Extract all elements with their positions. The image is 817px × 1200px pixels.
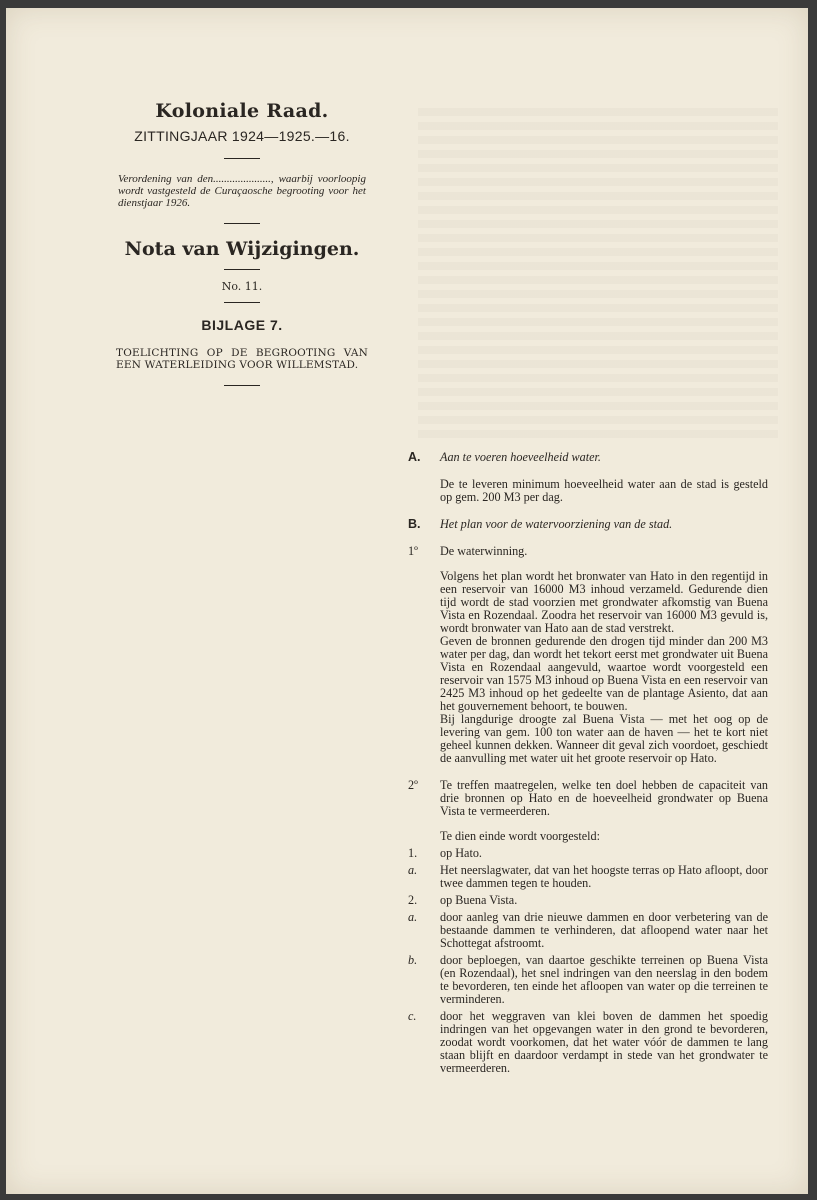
list-item xyxy=(408,847,768,860)
list-marker: 2. xyxy=(408,893,418,907)
list-text: op Hato. xyxy=(440,846,482,860)
item-label: 2º xyxy=(408,778,418,792)
list-text: op Buena Vista. xyxy=(440,893,518,907)
bleed-through-text xyxy=(418,108,778,438)
divider xyxy=(224,158,260,159)
list-item xyxy=(408,954,768,1006)
document-title: Koloniale Raad. xyxy=(155,100,329,122)
list-marker: a. xyxy=(408,863,418,877)
section-b xyxy=(408,518,768,531)
list-text: door het weggraven van klei boven de dammen het spoedig indringen van het opgevangen water in den grond te bevorderen, zoodat wordt voorkomen, dat het water vóór de dammen te lang staan blijft en daardoor verdampt in stede van het grondwater te vermeerderen. xyxy=(440,1009,768,1075)
divider xyxy=(224,223,260,224)
paragraph: Bij langdurige droogte zal Buena Vista — met het oog op de levering van gem. 100 ton water aan de haven — het te kort niet geheel kunnen dekken. Wanneer dit geval zich voordoet, geschiedt de aanvulling met water uit het groote reservoir op Hato. xyxy=(440,712,768,765)
list-marker: a. xyxy=(408,910,418,924)
list-item xyxy=(408,1010,768,1075)
section-label: A. xyxy=(408,450,421,464)
paragraph: De te leveren minimum hoeveelheid water aan de stad is gesteld op gem. 200 M3 per dag. xyxy=(440,477,768,504)
section-label: B. xyxy=(408,517,421,531)
section-a xyxy=(408,451,768,464)
paragraph: Geven de bronnen gedurende den drogen tijd minder dan 200 M3 water per dag, dan wordt het tekort eerst met grondwater uit Buena Vista en Rozendaal aangevuld, waartoe wordt voorgesteld een reservoir van 1575 M3 inhoud op Buena Vista en een reservoir van 2425 M3 inhoud op het gedeelte van de plantage Asiento, dat aan het gouvernement behoort, te bouwen. xyxy=(440,634,768,713)
paragraph: Te treffen maatregelen, welke ten doel hebben de capaciteit van drie bronnen op Hato en de hoeveelheid grondwater op Buena Vista te vermeerderen. xyxy=(440,778,768,818)
header-column xyxy=(116,100,368,400)
list-item xyxy=(408,911,768,950)
section-heading: Aan te voeren hoeveelheid water. xyxy=(440,450,601,464)
list-marker: b. xyxy=(408,953,418,967)
item-2 xyxy=(408,779,768,818)
session-year: ZITTINGJAAR 1924—1925.—16. xyxy=(134,128,350,144)
measures-list xyxy=(408,847,768,1075)
list-item xyxy=(408,894,768,907)
list-item xyxy=(408,864,768,890)
ordinance-text: Verordening van den....................., waarbij voorloopig wordt vastgesteld de Curaçaosche begrooting voor het dienstjaar 1926. xyxy=(118,173,366,209)
divider xyxy=(224,302,260,303)
divider xyxy=(224,269,260,270)
divider xyxy=(224,385,260,386)
list-text: door beploegen, van daartoe geschikte terreinen op Buena Vista (en Rozendaal), het snel indringen van den neerslag in den bodem te bevorderen, ten einde het afloopen van water op die terreinen te verminderen. xyxy=(440,953,768,1006)
item-1 xyxy=(408,545,768,558)
list-text: Het neerslagwater, dat van het hoogste terras op Hato afloopt, door twee dammen tegen te houden. xyxy=(440,863,768,890)
item-label: 1º xyxy=(408,544,418,558)
nota-number: No. 11. xyxy=(221,280,263,293)
document-page xyxy=(6,8,808,1194)
body-column xyxy=(408,451,768,1075)
bijlage-heading: BIJLAGE 7. xyxy=(201,317,283,333)
paragraph: Te dien einde wordt voorgesteld: xyxy=(440,829,601,843)
nota-heading: Nota van Wijzigingen. xyxy=(124,238,360,260)
list-text: door aanleg van drie nieuwe dammen en door verbetering van de bestaande dammen te verhinderen, dat afloopend water naar het Schottegat afstroomt. xyxy=(440,910,768,950)
list-marker: c. xyxy=(408,1009,417,1023)
item-heading: De waterwinning. xyxy=(440,544,528,558)
section-heading: Het plan voor de watervoorziening van de stad. xyxy=(440,517,673,531)
paragraph: Volgens het plan wordt het bronwater van Hato in den regentijd in een reservoir van 16000 M3 inhoud verzameld. Gedurende dien tijd wordt de stad voorzien met grondwater afkomstig van Buena Vista en Rozendaal. Zoodra het reservoir van 16000 M3 gevuld is, wordt bronwater van Hato aan de stad verstrekt. xyxy=(440,569,768,635)
list-marker: 1. xyxy=(408,846,418,860)
toelichting-text: TOELICHTING OP DE BEGROOTING VAN EEN WATERLEIDING VOOR WILLEMSTAD. xyxy=(116,347,368,371)
